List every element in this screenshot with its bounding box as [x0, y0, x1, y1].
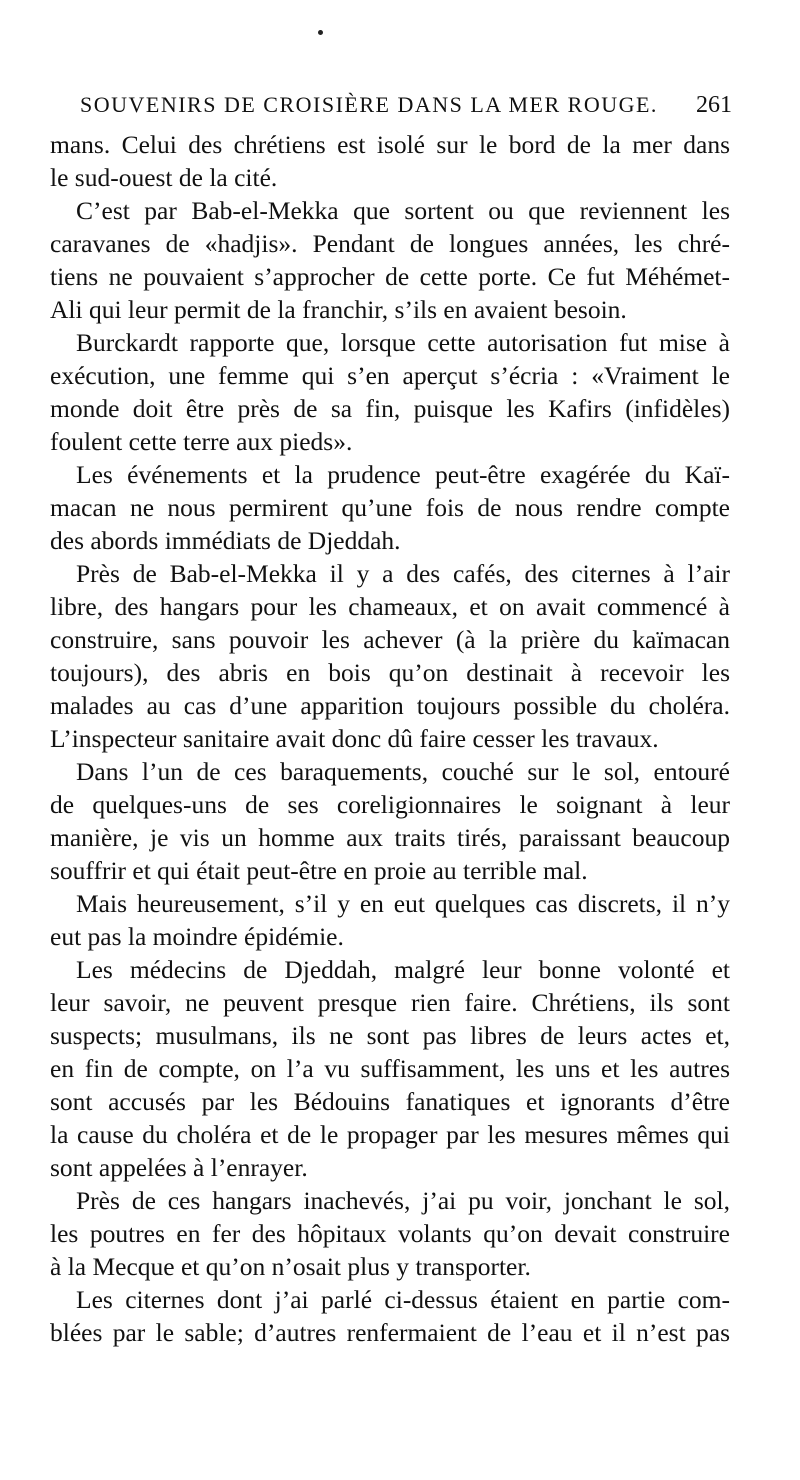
text-line: de quelques-uns de ses coreligionnaires le soignant à leur: [50, 790, 730, 819]
running-head: [80, 92, 732, 124]
text-line: mans. Celui des chrétiens est isolé sur le bord de la mer dans: [50, 130, 730, 159]
text-line: macan ne nous permirent qu’une fois de nous rendre compte: [50, 493, 730, 522]
text-line: Ali qui leur permit de la franchir, s’ils en avaient besoin.: [50, 295, 627, 324]
text-line: souffrir et qui était peut-être en proie au terrible mal.: [50, 856, 588, 885]
text-line: Mais heureusement, s’il y en eut quelques cas discrets, il n’y: [76, 889, 730, 918]
print-speck: [318, 30, 323, 35]
text-line: L’inspecteur sanitaire avait donc dû faire cesser les travaux.: [50, 724, 659, 753]
text-line: le sud-ouest de la cité.: [50, 163, 278, 192]
text-line: les poutres en fer des hôpitaux volants qu’on devait construire: [50, 1219, 730, 1248]
text-line: leur savoir, ne peuvent presque rien faire. Chrétiens, ils sont: [50, 988, 730, 1017]
text-line: toujours), des abris en bois qu’on destinait à recevoir les: [50, 658, 730, 687]
text-line: libre, des hangars pour les chameaux, et on avait commencé à: [50, 592, 730, 621]
text-line: malades au cas d’une apparition toujours possible du choléra.: [50, 691, 730, 720]
text-line: Les médecins de Djeddah, malgré leur bonne volonté et: [76, 955, 730, 984]
text-line: Les événements et la prudence peut-être exagérée du Kaï-: [76, 460, 730, 489]
text-line: la cause du choléra et de le propager par les mesures mêmes qui: [50, 1120, 730, 1149]
text-line: Burckardt rapporte que, lorsque cette autorisation fut mise à: [76, 328, 730, 357]
text-line: sont appelées à l’enrayer.: [50, 1153, 308, 1182]
text-line: exécution, une femme qui s’en aperçut s’écria : «Vraiment le: [50, 361, 730, 390]
text-line: construire, sans pouvoir les achever (à la prière du kaïmacan: [50, 625, 730, 654]
text-line: Les citernes dont j’ai parlé ci-dessus étaient en partie com-: [76, 1285, 730, 1314]
text-line: suspects; musulmans, ils ne sont pas libres de leurs actes et,: [50, 1021, 730, 1050]
text-line: en fin de compte, on l’a vu suffisamment, les uns et les autres: [50, 1054, 730, 1083]
text-line: C’est par Bab-el-Mekka que sortent ou que reviennent les: [76, 196, 730, 225]
text-line: Dans l’un de ces baraquements, couché sur le sol, entouré: [76, 757, 730, 786]
running-title: SOUVENIRS DE CROISIÈRE DANS LA MER ROUGE.: [80, 92, 658, 117]
text-line: Près de ces hangars inachevés, j’ai pu voir, jonchant le sol,: [76, 1186, 730, 1215]
text-line: sont accusés par les Bédouins fanatiques et ignorants d’être: [50, 1087, 730, 1116]
text-line: des abords immédiats de Djeddah.: [50, 526, 401, 555]
text-line: manière, je vis un homme aux traits tirés, paraissant beaucoup: [50, 823, 730, 852]
text-line: Près de Bab-el-Mekka il y a des cafés, des citernes à l’air: [76, 559, 730, 588]
text-line: eut pas la moindre épidémie.: [50, 922, 344, 951]
text-line: monde doit être près de sa fin, puisque les Kafirs (infidèles): [50, 394, 730, 423]
text-line: caravanes de «hadjis». Pendant de longues années, les chré-: [50, 229, 730, 258]
body-text: [50, 128, 730, 1349]
text-line: foulent cette terre aux pieds».: [50, 427, 353, 456]
text-line: à la Mecque et qu’on n’osait plus y transporter.: [50, 1252, 531, 1281]
page-number: 261: [696, 92, 732, 118]
text-line: blées par le sable; d’autres renfermaient de l’eau et il n’est pas: [50, 1318, 730, 1347]
text-line: tiens ne pouvaient s’approcher de cette porte. Ce fut Méhémet-: [50, 262, 730, 291]
